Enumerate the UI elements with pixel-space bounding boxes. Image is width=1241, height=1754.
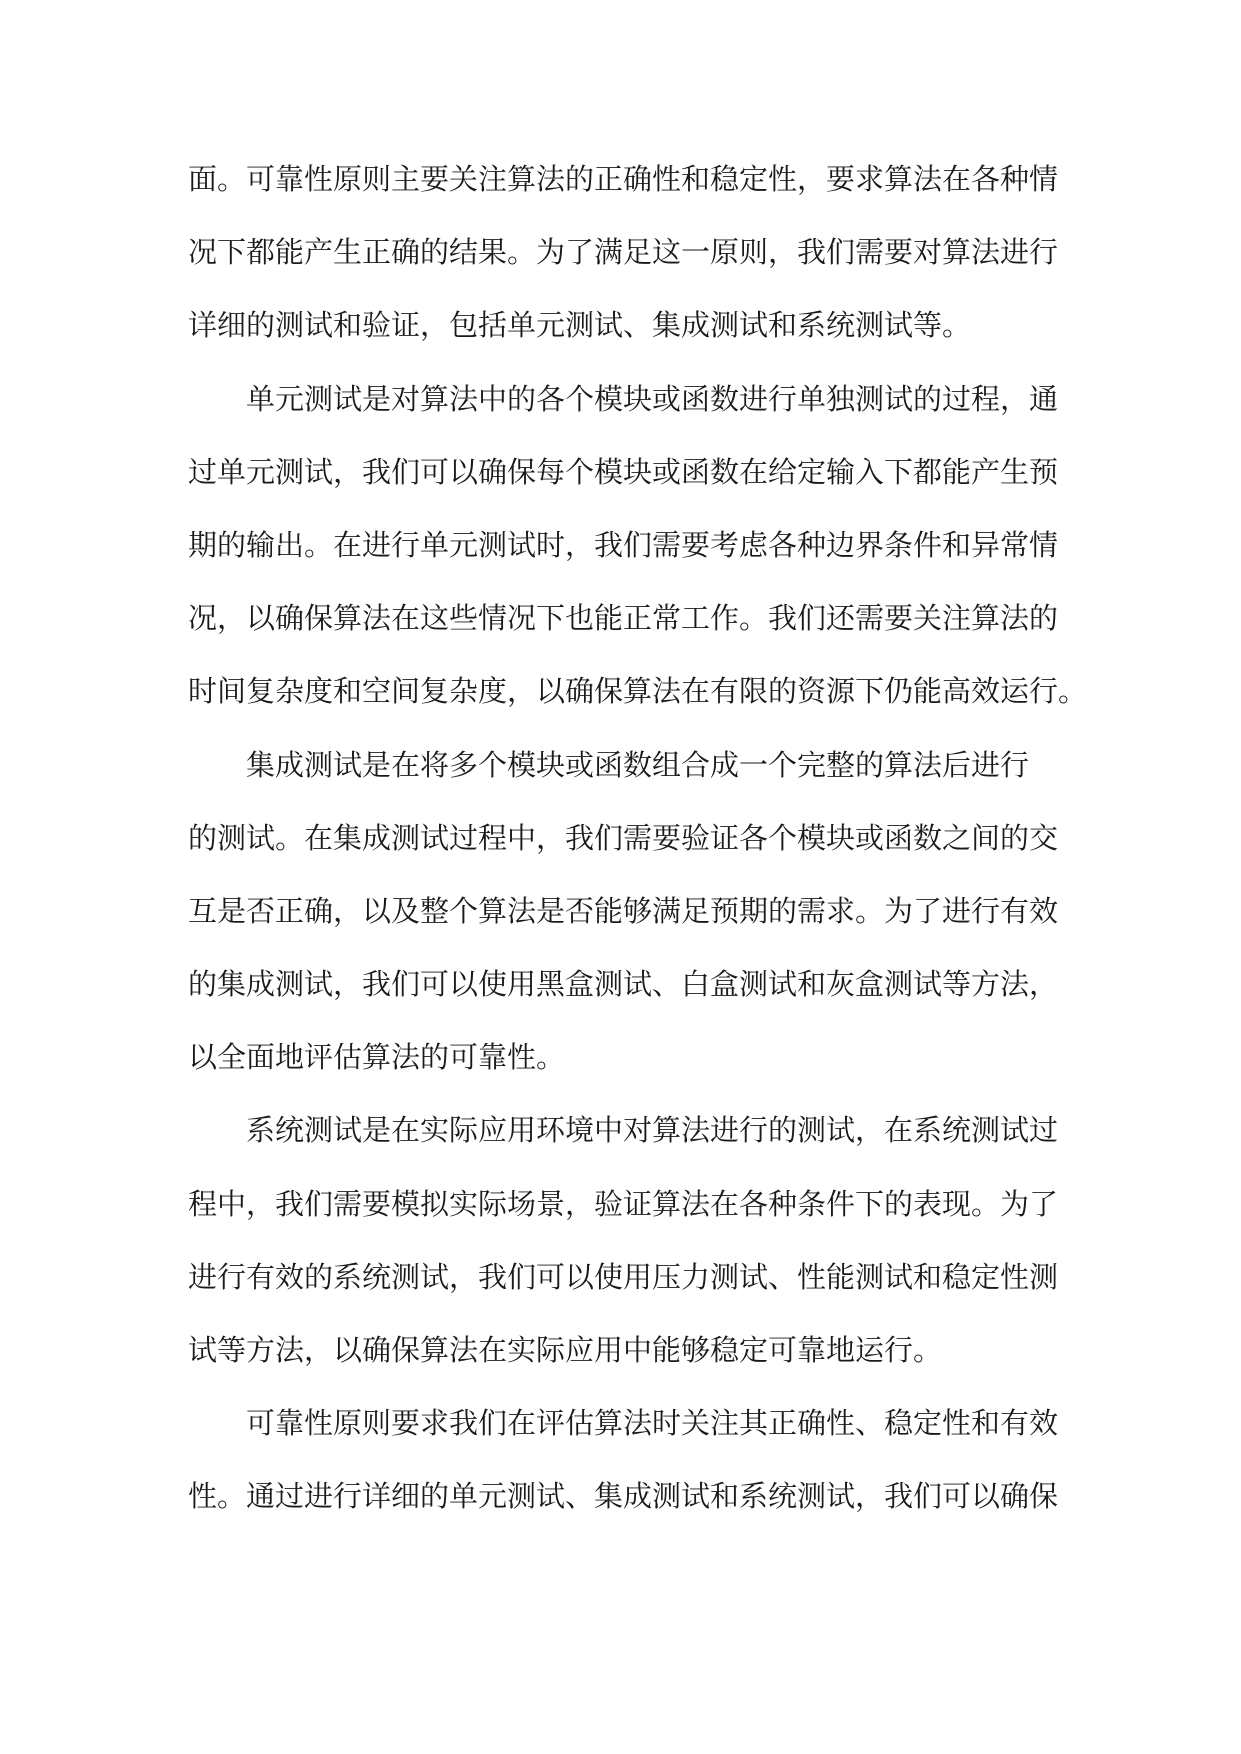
paragraph-first-line: 可靠性原则要求我们在评估算法时关注其正确性、稳定性和有效 <box>246 1406 1059 1441</box>
text-line: 互是否正确，以及整个算法是否能够满足预期的需求。为了进行有效 <box>188 893 1059 928</box>
text-line: 以全面地评估算法的可靠性。 <box>188 1040 566 1075</box>
text-line: 过单元测试，我们可以确保每个模块或函数在给定输入下都能产生预 <box>188 454 1059 489</box>
paragraph-first-line: 单元测试是对算法中的各个模块或函数进行单独测试的过程，通 <box>246 381 1059 416</box>
text-line: 程中，我们需要模拟实际场景，验证算法在各种条件下的表现。为了 <box>188 1186 1059 1221</box>
text-line: 况，以确保算法在这些情况下也能正常工作。我们还需要关注算法的 <box>188 601 1059 636</box>
text-line: 的集成测试，我们可以使用黑盒测试、白盒测试和灰盒测试等方法， <box>188 967 1059 1002</box>
text-line: 时间复杂度和空间复杂度，以确保算法在有限的资源下仍能高效运行。 <box>188 674 1088 709</box>
text-line: 况下都能产生正确的结果。为了满足这一原则，我们需要对算法进行 <box>188 235 1059 270</box>
text-line: 试等方法，以确保算法在实际应用中能够稳定可靠地运行。 <box>188 1333 943 1367</box>
text-line: 详细的测试和验证，包括单元测试、集成测试和系统测试等。 <box>188 308 972 343</box>
text-line: 进行有效的系统测试，我们可以使用压力测试、性能测试和稳定性测 <box>188 1259 1059 1294</box>
body-text <box>188 143 1088 1534</box>
paragraph-first-line: 集成测试是在将多个模块或函数组合成一个完整的算法后进行 <box>246 747 1030 782</box>
text-line: 性。通过进行详细的单元测试、集成测试和系统测试，我们可以确保 <box>188 1479 1059 1514</box>
paragraph-first-line: 系统测试是在实际应用环境中对算法进行的测试，在系统测试过 <box>246 1113 1059 1148</box>
text-line: 面。可靠性原则主要关注算法的正确性和稳定性，要求算法在各种情 <box>188 162 1059 196</box>
text-line: 期的输出。在进行单元测试时，我们需要考虑各种边界条件和异常情 <box>188 527 1059 562</box>
text-line: 的测试。在集成测试过程中，我们需要验证各个模块或函数之间的交 <box>188 820 1059 855</box>
